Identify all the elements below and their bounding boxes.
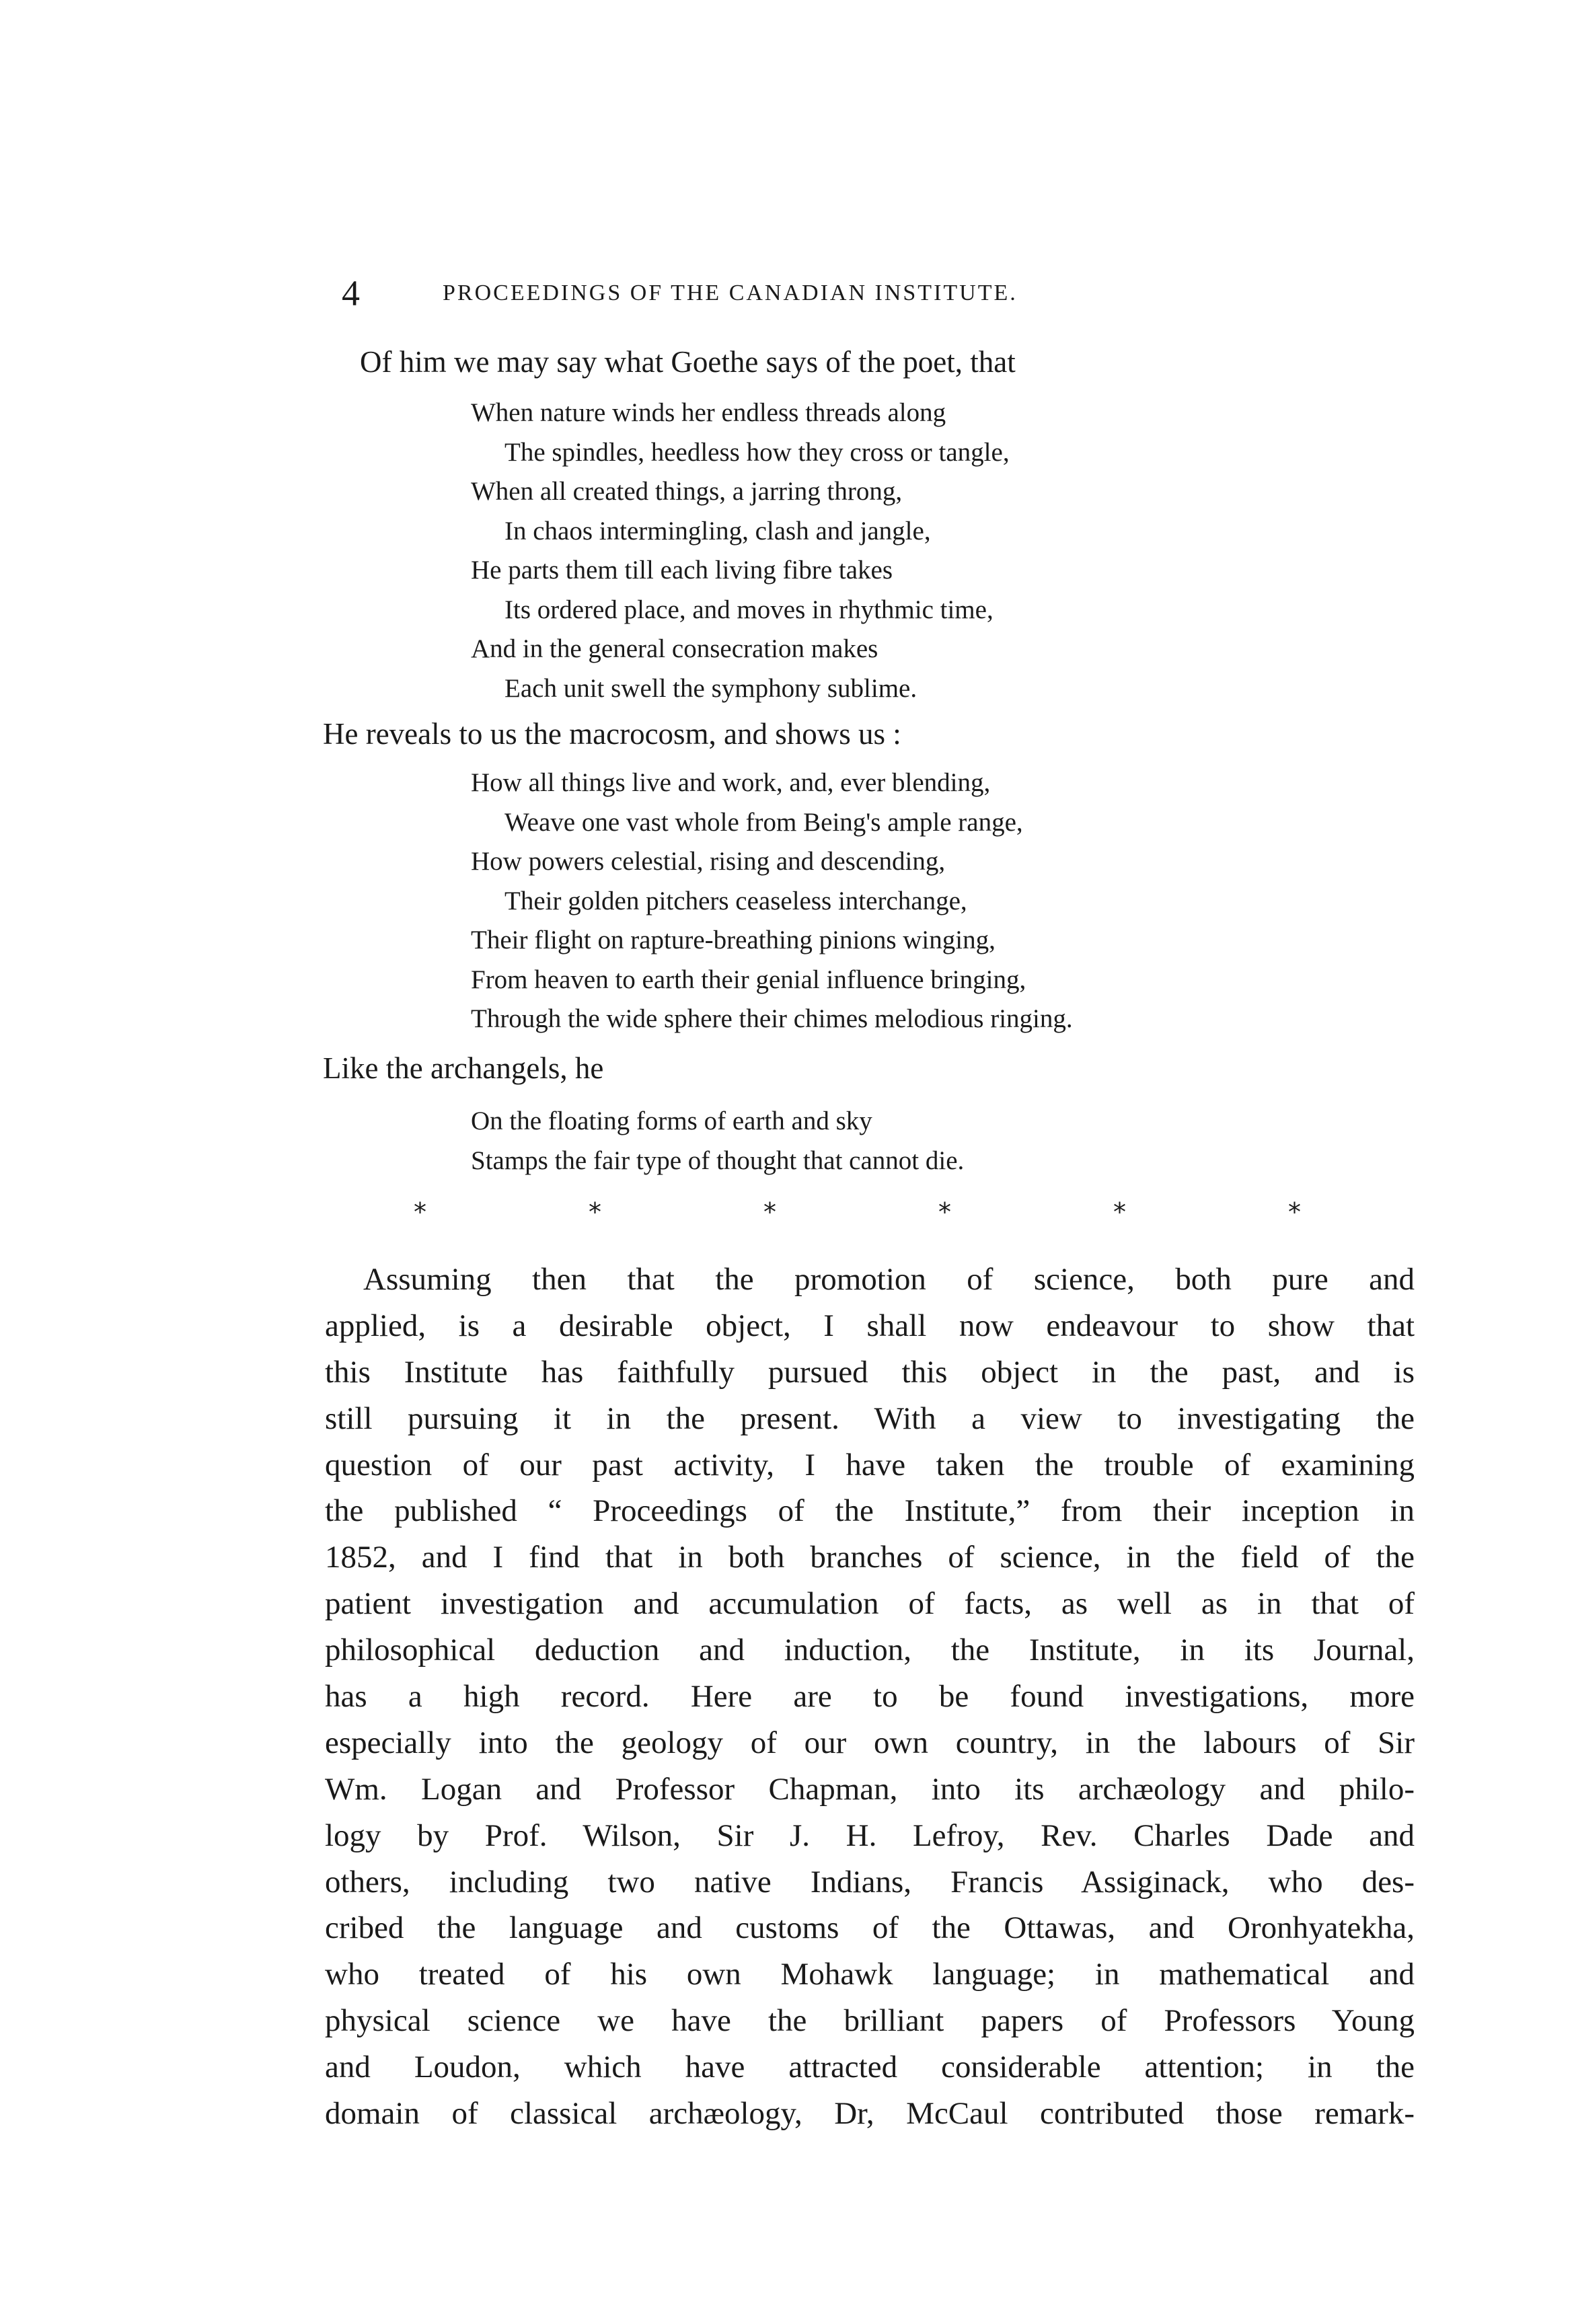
body-line: this Institute has faithfully pursued this object in the past, and is [325, 1354, 1415, 1390]
body-line: still pursuing it in the present. With a view to investigating the [325, 1400, 1415, 1436]
body-line: cribed the language and customs of the Ottawas, and Oronhyatekha, [325, 1910, 1415, 1946]
page-header [342, 272, 1243, 313]
verse-line: On the floating forms of earth and sky [471, 1107, 872, 1135]
body-line: patient investigation and accumulation of facts, as well as in that of [325, 1586, 1415, 1622]
body-line: physical science we have the brilliant papers of Professors Young [325, 2003, 1415, 2039]
star-mark: * [1288, 1197, 1301, 1227]
star-mark: * [414, 1197, 426, 1227]
intro-line-archangels: Like the archangels, he [323, 1051, 604, 1085]
verse-line: How powers celestial, rising and descending, [471, 847, 946, 876]
body-line: question of our past activity, I have taken the trouble of examining [325, 1447, 1415, 1483]
body-line: who treated of his own Mohawk language; in mathematical and [325, 1957, 1415, 1992]
verse-line: Its ordered place, and moves in rhythmic time, [504, 595, 994, 624]
body-line: especially into the geology of our own country, in the labours of Sir [325, 1725, 1415, 1760]
verse-line: Their flight on rapture-breathing pinions winging, [471, 926, 996, 954]
intro-line-macrocosm: He reveals to us the macrocosm, and shows us : [323, 717, 901, 751]
body-line: philosophical deduction and induction, the Institute, in its Journal, [325, 1633, 1415, 1668]
verse-line: From heaven to earth their genial influence bringing, [471, 965, 1026, 994]
intro-line-goethe: Of him we may say what Goethe says of the poet, that [360, 345, 1016, 379]
body-line: logy by Prof. Wilson, Sir J. H. Lefroy, Rev. Charles Dade and [325, 1817, 1415, 1853]
body-line: and Loudon, which have attracted considerable attention; in the [325, 2050, 1415, 2085]
body-paragraph [325, 1257, 1415, 2137]
section-break-stars [414, 1197, 1315, 1231]
star-mark: * [1113, 1197, 1126, 1227]
star-mark: * [763, 1197, 776, 1227]
verse-line: Through the wide sphere their chimes melodious ringing. [471, 1004, 1073, 1033]
verse-goethe [471, 393, 1010, 708]
verse-line: How all things live and work, and, ever blending, [471, 768, 991, 797]
verse-line: The spindles, heedless how they cross or tangle, [504, 437, 1010, 467]
verse-macrocosm [471, 763, 1073, 1039]
body-line: Wm. Logan and Professor Chapman, into its archæology and philo- [325, 1771, 1415, 1807]
verse-line: When all created things, a jarring throng, [471, 477, 903, 506]
star-mark: * [589, 1197, 601, 1227]
verse-line: Stamps the fair type of thought that cannot die. [471, 1146, 965, 1175]
verse-line: Each unit swell the symphony sublime. [504, 673, 917, 703]
verse-line: In chaos intermingling, clash and jangle, [504, 516, 931, 546]
body-line: others, including two native Indians, Francis Assiginack, who des- [325, 1864, 1415, 1900]
running-head: PROCEEDINGS OF THE CANADIAN INSTITUTE. [443, 280, 1018, 305]
body-line: domain of classical archæology, Dr, McCaul contributed those remark- [325, 2096, 1415, 2132]
verse-line: Their golden pitchers ceaseless interchange, [504, 886, 967, 915]
page-number: 4 [342, 273, 360, 313]
body-line: the published “ Proceedings of the Institute,” from their inception in [325, 1493, 1415, 1529]
body-line: 1852, and I find that in both branches of science, in the field of the [325, 1540, 1415, 1575]
verse-line: He parts them till each living fibre takes [471, 556, 893, 585]
body-line: Assuming then that the promotion of science, both pure and [363, 1262, 1415, 1297]
body-line: applied, is a desirable object, I shall now endeavour to show that [325, 1308, 1415, 1343]
verse-line: When nature winds her endless threads along [471, 398, 946, 427]
verse-line: Weave one vast whole from Being's ample range, [504, 807, 1023, 837]
body-line: has a high record. Here are to be found investigations, more [325, 1679, 1415, 1715]
verse-line: And in the general consecration makes [471, 634, 878, 663]
verse-archangels [471, 1102, 964, 1180]
star-mark: * [938, 1197, 951, 1227]
